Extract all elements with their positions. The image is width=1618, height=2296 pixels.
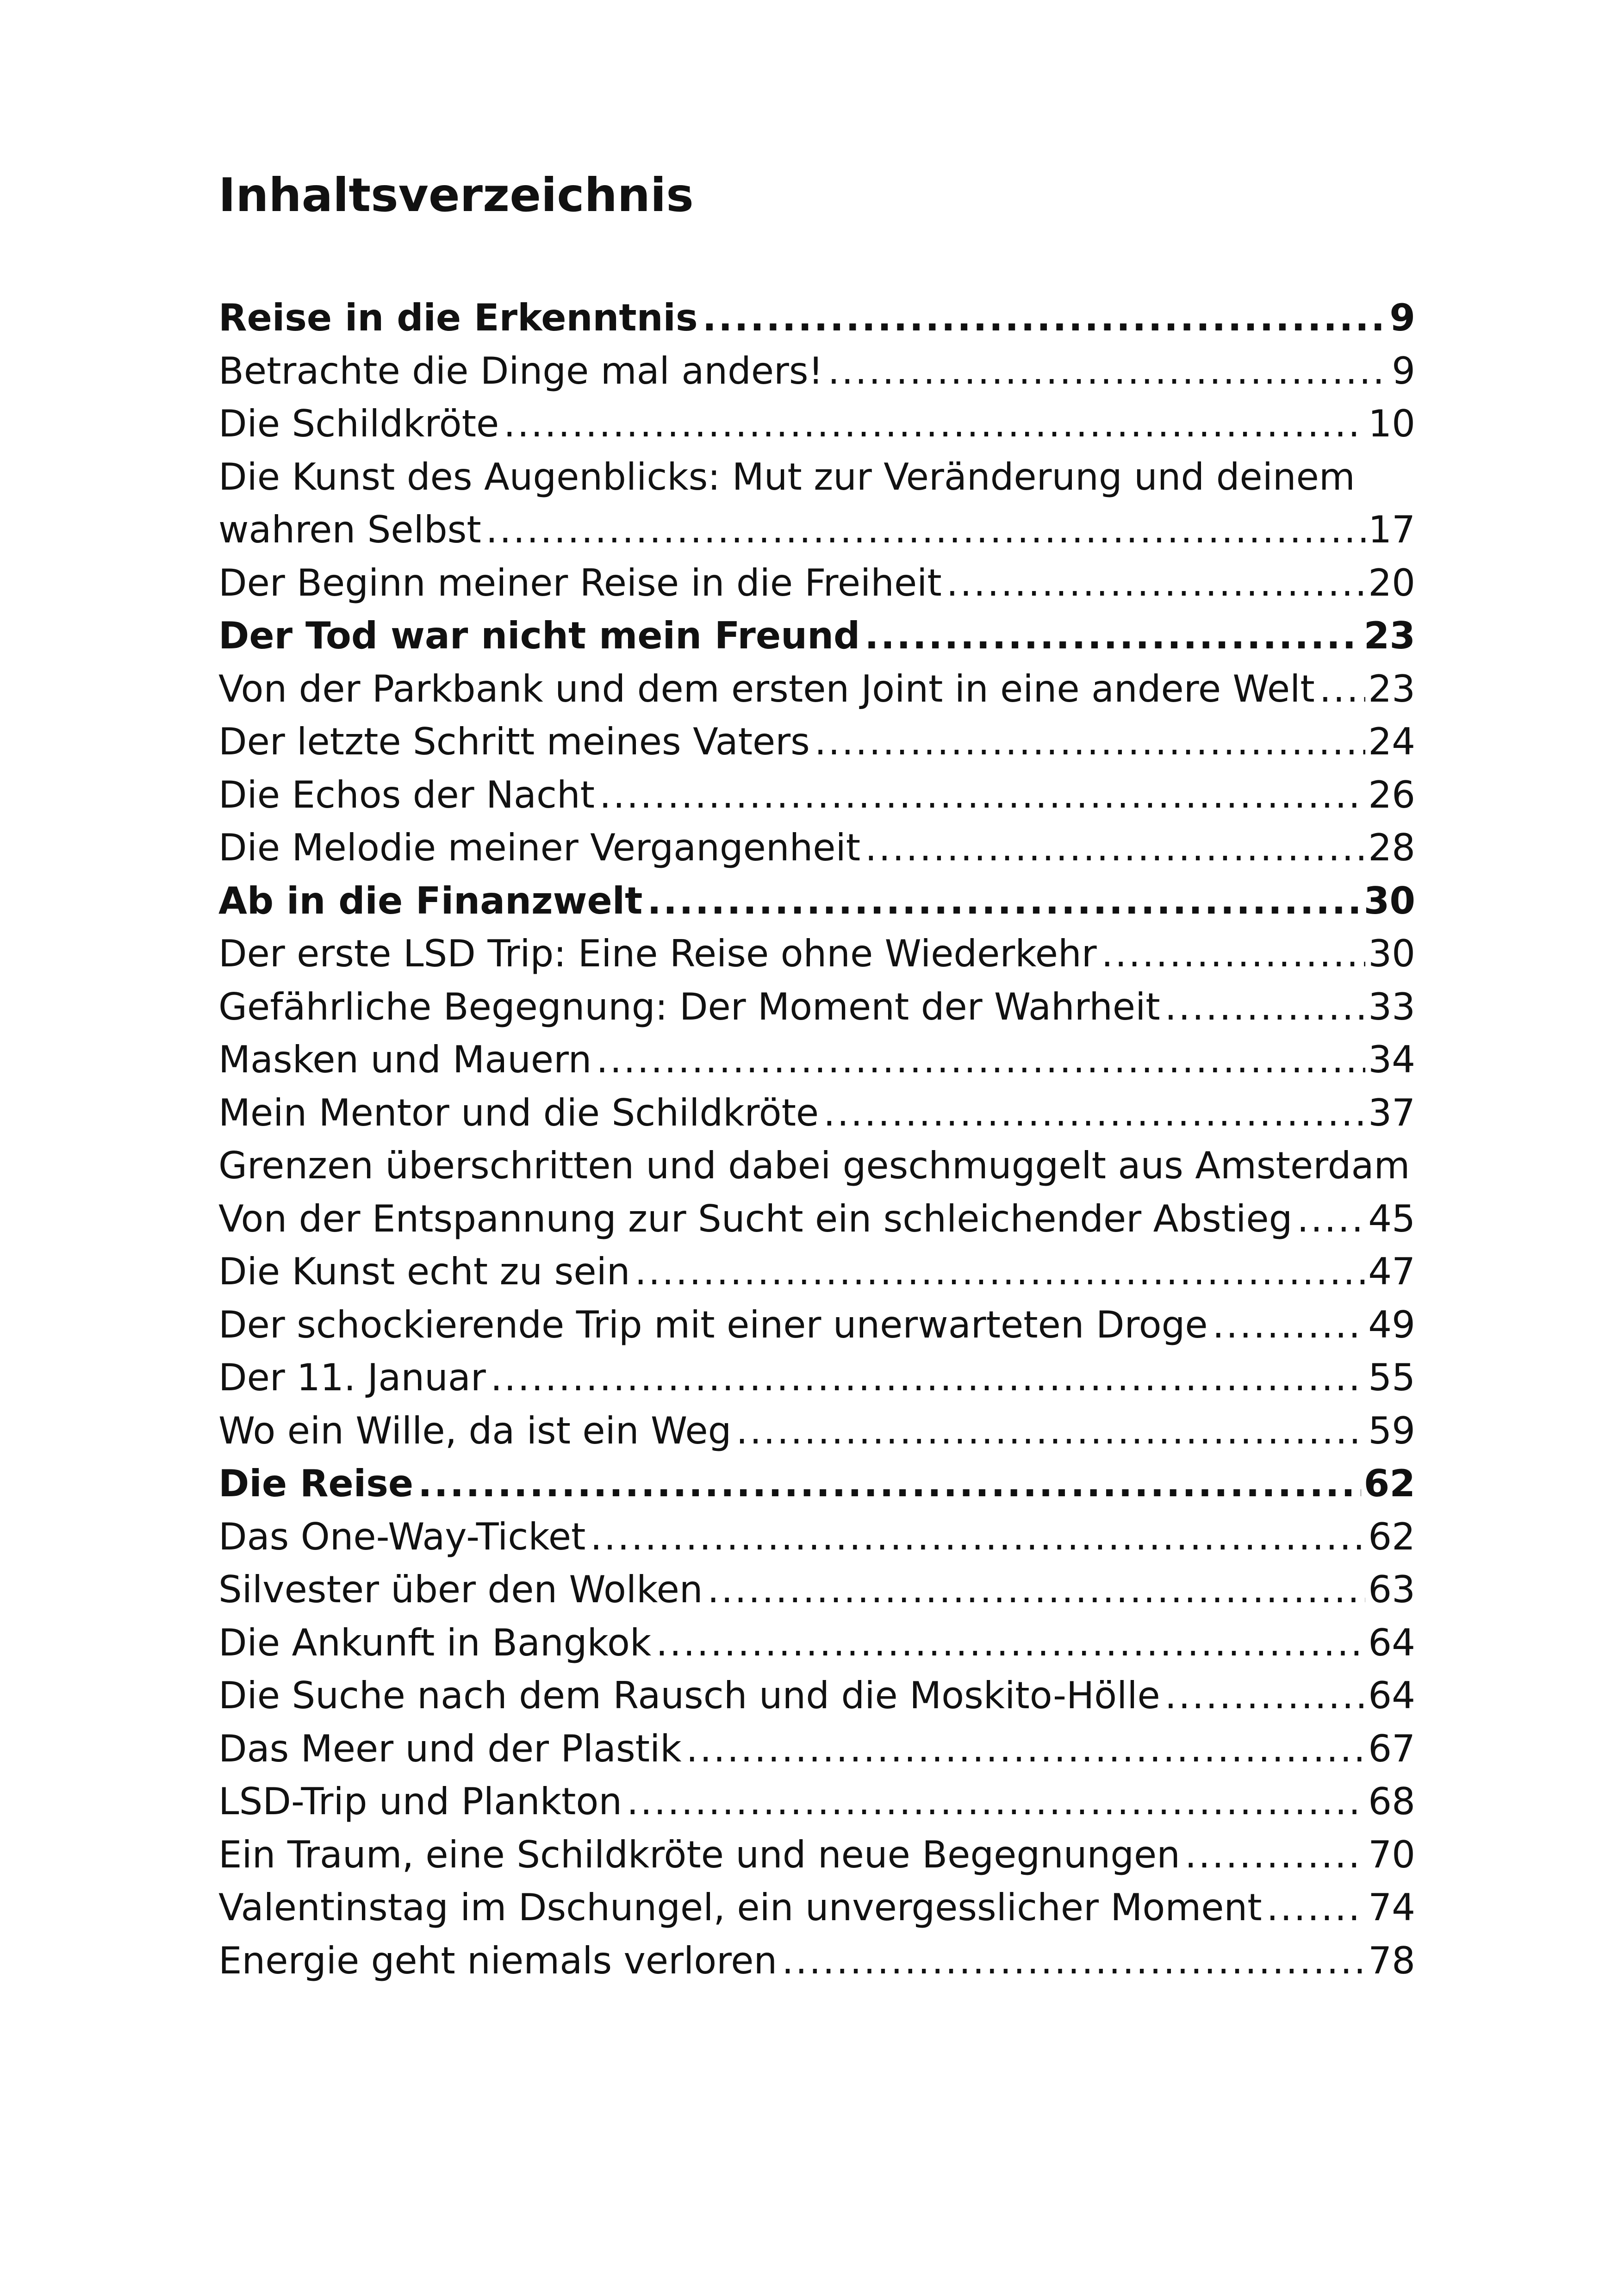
toc-entry-title: Mein Mentor und die Schildkröte: [218, 1091, 819, 1134]
dot-leader: [865, 610, 1361, 663]
toc-entry-page-number: 37: [1368, 1091, 1415, 1134]
dot-leader: [1185, 1829, 1365, 1882]
dot-leader: [1213, 1299, 1366, 1352]
toc-entry-page-number: 63: [1368, 1568, 1415, 1611]
page-title: Inhaltsverzeichnis: [218, 168, 694, 222]
dot-leader: [596, 1033, 1365, 1087]
toc-entry-page-number: 30: [1368, 932, 1415, 975]
dot-leader: [656, 1617, 1365, 1670]
toc-entry-title: Die Echos der Nacht: [218, 773, 595, 816]
toc-entry-page-number: 30: [1363, 879, 1415, 922]
toc-entry-title: Der erste LSD Trip: Eine Reise ohne Wiederkehr: [218, 932, 1097, 975]
toc-entry-page-number: 34: [1368, 1038, 1415, 1081]
toc-entry-title: Die Melodie meiner Vergangenheit: [218, 826, 861, 869]
dot-leader: [599, 769, 1365, 822]
toc-entry-title: Wo ein Wille, da ist ein Weg: [218, 1409, 732, 1452]
toc-entry-page-number: 47: [1368, 1250, 1415, 1293]
dot-leader: [647, 875, 1361, 928]
toc-chapter-der-tod-war-nicht-mein-freund: [218, 610, 1415, 663]
toc-entry-title: Der Tod war nicht mein Freund: [218, 614, 860, 657]
toc-entry-page-number: 62: [1363, 1462, 1415, 1505]
toc-entry-title: Gefährliche Begegnung: Der Moment der Wahrheit: [218, 985, 1160, 1028]
toc-entry-page-number: 64: [1368, 1674, 1415, 1717]
toc-entry-page-number: 24: [1368, 720, 1415, 763]
toc-entry-title: Valentinstag im Dschungel, ein unvergesslicher Moment: [218, 1886, 1262, 1929]
toc-entry-valentinstag: [218, 1881, 1415, 1935]
dot-leader: [1297, 1193, 1365, 1246]
toc-entry-page-number: 28: [1368, 826, 1415, 869]
dot-leader: [1101, 927, 1366, 981]
toc-entry-der-letzte-schritt: [218, 716, 1415, 769]
toc-entry-page-number: 55: [1368, 1356, 1415, 1399]
dot-leader: [418, 1457, 1361, 1511]
toc-entry-page-number: 62: [1368, 1515, 1415, 1558]
toc-entry-title: Von der Parkbank und dem ersten Joint in eine andere Welt: [218, 667, 1315, 710]
toc-entry-lsd-trip-und-plankton: [218, 1775, 1415, 1829]
toc-entry-der-beginn-meiner-reise: [218, 557, 1415, 610]
toc-entry-page-number: 49: [1368, 1303, 1415, 1346]
toc-entry-title: Masken und Mauern: [218, 1038, 592, 1081]
toc-entry-die-echos-der-nacht: [218, 769, 1415, 822]
toc-chapter-ab-in-die-finanzwelt: [218, 875, 1415, 928]
toc-entry-page-number: 45: [1368, 1197, 1415, 1240]
toc-entry-die-kunst-echt-zu-sein: [218, 1245, 1415, 1299]
toc-entry-die-suche-nach-dem-rausch: [218, 1669, 1415, 1723]
dot-leader: [782, 1935, 1365, 1988]
toc-entry-ein-traum: [218, 1829, 1415, 1882]
toc-entry-die-kunst-des-augenblicks: [218, 451, 1415, 557]
toc-entry-page-number: 68: [1368, 1780, 1415, 1823]
toc-entry-page-number: 33: [1368, 985, 1415, 1028]
toc-entry-title: Der Beginn meiner Reise in die Freiheit: [218, 561, 942, 604]
table-of-contents: [218, 292, 1415, 1987]
toc-entry-title: Der letzte Schritt meines Vaters: [218, 720, 810, 763]
dot-leader: [815, 716, 1365, 769]
dot-leader: [828, 345, 1389, 398]
toc-entry-mein-mentor: [218, 1087, 1415, 1140]
toc-entry-der-11-januar: [218, 1351, 1415, 1405]
dot-leader: [1165, 1669, 1365, 1723]
toc-entry-title: Die Schildkröte: [218, 402, 499, 445]
toc-entry-title: Der 11. Januar: [218, 1356, 486, 1399]
toc-entry-page-number: 20: [1368, 561, 1415, 604]
dot-leader: [736, 1405, 1365, 1458]
toc-entry-title: Reise in die Erkenntnis: [218, 296, 698, 339]
dot-leader: [708, 1563, 1366, 1617]
toc-entry-page-number: 78: [1368, 1939, 1415, 1982]
toc-entry-betrachte-die-dinge: [218, 345, 1415, 398]
toc-entry-die-schildkroete: [218, 398, 1415, 451]
toc-entry-title: Der schockierende Trip mit einer unerwarteten Droge: [218, 1303, 1208, 1346]
toc-entry-title: Das One-Way-Ticket: [218, 1515, 586, 1558]
dot-leader: [491, 1351, 1365, 1405]
toc-chapter-reise-in-die-erkenntnis: [218, 292, 1415, 345]
dot-leader: [504, 398, 1365, 451]
toc-entry-page-number: 70: [1368, 1833, 1415, 1876]
dot-leader: [865, 821, 1365, 875]
toc-entry-title: Ein Traum, eine Schildkröte und neue Begegnungen: [218, 1833, 1180, 1876]
toc-entry-die-melodie: [218, 821, 1415, 875]
toc-entry-die-ankunft-in-bangkok: [218, 1617, 1415, 1670]
toc-entry-title: Grenzen überschritten und dabei geschmuggelt aus Amsterdam: [218, 1144, 1410, 1187]
toc-entry-silvester: [218, 1563, 1415, 1617]
toc-entry-title: Das Meer und der Plastik: [218, 1727, 682, 1770]
toc-entry-das-meer-und-der-plastik: [218, 1723, 1415, 1776]
toc-entry-title: Betrachte die Dinge mal anders!: [218, 349, 823, 392]
toc-entry-von-der-parkbank: [218, 663, 1415, 716]
toc-entry-title-line-2: wahren Selbst: [218, 508, 481, 551]
toc-entry-title: Energie geht niemals verloren: [218, 1939, 778, 1982]
toc-entry-title: Ab in die Finanzwelt: [218, 879, 643, 922]
toc-chapter-die-reise: [218, 1457, 1415, 1511]
toc-entry-page-number: 17: [1368, 508, 1415, 551]
toc-entry-von-der-entspannung: [218, 1193, 1415, 1246]
toc-entry-der-erste-lsd-trip: [218, 927, 1415, 981]
dot-leader: [486, 504, 1366, 557]
toc-entry-wo-ein-wille: [218, 1405, 1415, 1458]
toc-entry-masken-und-mauern: [218, 1033, 1415, 1087]
toc-entry-title: Die Kunst echt zu sein: [218, 1250, 630, 1293]
toc-entry-page-number: 10: [1368, 402, 1415, 445]
dot-leader: [1319, 663, 1365, 716]
toc-entry-das-one-way-ticket: [218, 1511, 1415, 1564]
toc-entry-energie-geht-niemals-verloren: [218, 1935, 1415, 1988]
dot-leader: [703, 292, 1387, 345]
toc-entry-title: Silvester über den Wolken: [218, 1568, 703, 1611]
dot-leader: [627, 1775, 1365, 1829]
toc-entry-page-number: 26: [1368, 773, 1415, 816]
toc-entry-page-number: 23: [1363, 614, 1415, 657]
toc-entry-title: Von der Entspannung zur Sucht ein schleichender Abstieg: [218, 1197, 1293, 1240]
toc-entry-page-number: 9: [1389, 296, 1415, 339]
toc-entry-page-number: 74: [1368, 1886, 1415, 1929]
toc-entry-title-line-1: Die Kunst des Augenblicks: Mut zur Veränderung und deinem: [218, 455, 1355, 498]
toc-entry-page-number: 9: [1392, 349, 1415, 392]
toc-entry-grenzen-ueberschritten: [218, 1139, 1415, 1193]
toc-entry-der-schockierende-trip: [218, 1299, 1415, 1352]
dot-leader: [590, 1511, 1365, 1564]
toc-entry-page-number: 59: [1368, 1409, 1415, 1452]
dot-leader: [946, 557, 1365, 610]
dot-leader: [1165, 981, 1365, 1034]
toc-entry-gefaehrliche-begegnung: [218, 981, 1415, 1034]
toc-entry-page-number: 23: [1368, 667, 1415, 710]
toc-entry-page-number: 64: [1368, 1621, 1415, 1664]
toc-entry-title: Die Reise: [218, 1462, 414, 1505]
dot-leader: [1267, 1881, 1366, 1935]
toc-entry-title: LSD-Trip und Plankton: [218, 1780, 622, 1823]
dot-leader: [686, 1723, 1366, 1776]
toc-entry-page-number: 67: [1368, 1727, 1415, 1770]
dot-leader: [823, 1087, 1365, 1140]
toc-entry-title: Die Ankunft in Bangkok: [218, 1621, 652, 1664]
toc-entry-title: Die Suche nach dem Rausch und die Moskito-Hölle: [218, 1674, 1160, 1717]
dot-leader: [635, 1245, 1366, 1299]
